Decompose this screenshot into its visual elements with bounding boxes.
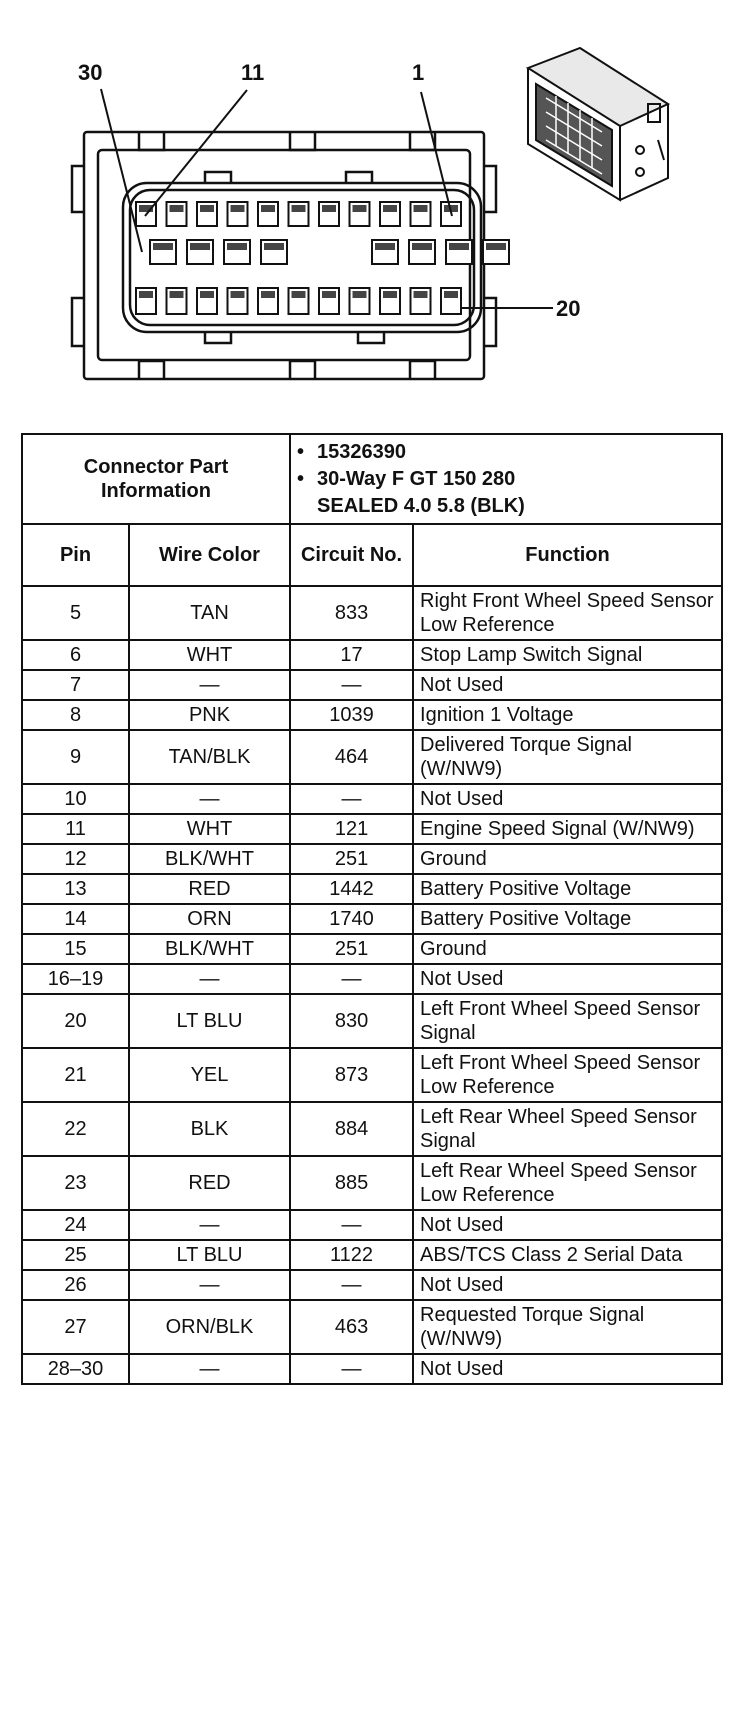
circuit-number-cell: — [290, 784, 413, 814]
function-cell: Ground [413, 934, 722, 964]
pin-cavity-latch [231, 205, 245, 212]
function-cell: Engine Speed Signal (W/NW9) [413, 814, 722, 844]
table-row [22, 964, 722, 994]
circuit-number-cell: 884 [290, 1102, 413, 1156]
pin-cell: 14 [22, 904, 129, 934]
function-cell: Ground [413, 844, 722, 874]
pin-cavity-latch [261, 291, 275, 298]
wire-color-cell: LT BLU [129, 1240, 290, 1270]
connector-info-details: • 15326390 • 30-Way F GT 150 280 SEALED 4.0 5.8 (BLK) [290, 434, 722, 524]
pin-cell: 20 [22, 994, 129, 1048]
table-row [22, 730, 722, 784]
part-number: 15326390 [317, 441, 406, 463]
pin-cavity-latch [227, 243, 247, 250]
wire-color-cell: TAN [129, 586, 290, 640]
function-cell: Not Used [413, 670, 722, 700]
function-cell: Left Front Wheel Speed Sensor Signal [413, 994, 722, 1048]
function-cell: Ignition 1 Voltage [413, 700, 722, 730]
pin-cavity-latch [486, 243, 506, 250]
callout-pin-20: 20 [556, 296, 581, 321]
table-header-row [22, 524, 722, 586]
wire-color-cell: — [129, 1270, 290, 1300]
circuit-number-cell: 1740 [290, 904, 413, 934]
wire-color-cell: TAN/BLK [129, 730, 290, 784]
pin-cavity-latch [412, 243, 432, 250]
pin-cell: 27 [22, 1300, 129, 1354]
pin-cavity-latch [375, 243, 395, 250]
circuit-number-cell: 17 [290, 640, 413, 670]
table-row [22, 1354, 722, 1384]
wire-color-cell: PNK [129, 700, 290, 730]
wire-color-cell: BLK/WHT [129, 844, 290, 874]
pin-cell: 13 [22, 874, 129, 904]
table-row [22, 904, 722, 934]
pin-cell: 16–19 [22, 964, 129, 994]
circuit-number-cell: 251 [290, 844, 413, 874]
pin-cavity-latch [449, 243, 469, 250]
pin-cavity-latch [383, 205, 397, 212]
function-cell: Stop Lamp Switch Signal [413, 640, 722, 670]
pin-cavity-latch [383, 291, 397, 298]
connector-3d-thumbnail [528, 48, 668, 200]
connector-description-line2: SEALED 4.0 5.8 (BLK) [317, 495, 525, 517]
callout-pin-1: 1 [412, 60, 425, 85]
circuit-number-cell: 121 [290, 814, 413, 844]
table-row [22, 934, 722, 964]
pin-cavity-latch [139, 291, 153, 298]
pin-cell: 24 [22, 1210, 129, 1240]
circuit-number-cell: 1122 [290, 1240, 413, 1270]
wire-color-cell: — [129, 1210, 290, 1240]
pin-cell: 8 [22, 700, 129, 730]
header-wire-color: Wire Color [129, 524, 290, 586]
pin-cell: 25 [22, 1240, 129, 1270]
table-row [22, 784, 722, 814]
wire-color-cell: WHT [129, 640, 290, 670]
pin-cavity-latch [153, 243, 173, 250]
pin-cavity-latch [170, 205, 184, 212]
circuit-number-cell: 830 [290, 994, 413, 1048]
pin-cavity-latch [231, 291, 245, 298]
pin-cavity-latch [170, 291, 184, 298]
table-row [22, 1240, 722, 1270]
function-cell: Not Used [413, 1354, 722, 1384]
callout-pin-30: 30 [78, 60, 103, 85]
table-row [22, 1300, 722, 1354]
pin-cavity-latch [200, 205, 214, 212]
pin-cavity-latch [414, 291, 428, 298]
pin-cell: 22 [22, 1102, 129, 1156]
function-cell: Not Used [413, 964, 722, 994]
circuit-number-cell: 463 [290, 1300, 413, 1354]
wire-color-cell: — [129, 784, 290, 814]
pin-cell: 15 [22, 934, 129, 964]
wire-color-cell: BLK [129, 1102, 290, 1156]
wire-color-cell: RED [129, 1156, 290, 1210]
circuit-number-cell: 833 [290, 586, 413, 640]
wire-color-cell: BLK/WHT [129, 934, 290, 964]
wire-color-cell: RED [129, 874, 290, 904]
table-row [22, 1102, 722, 1156]
pin-table [21, 433, 723, 1385]
pin-cell: 11 [22, 814, 129, 844]
wire-color-cell: — [129, 670, 290, 700]
pin-cell: 23 [22, 1156, 129, 1210]
wire-color-cell: — [129, 964, 290, 994]
function-cell: Delivered Torque Signal (W/NW9) [413, 730, 722, 784]
pin-cell: 21 [22, 1048, 129, 1102]
circuit-number-cell: 873 [290, 1048, 413, 1102]
function-cell: Battery Positive Voltage [413, 904, 722, 934]
function-cell: Battery Positive Voltage [413, 874, 722, 904]
table-row [22, 994, 722, 1048]
function-cell: Not Used [413, 1270, 722, 1300]
function-cell: Left Front Wheel Speed Sensor Low Reference [413, 1048, 722, 1102]
connector-info-row [22, 434, 722, 524]
pin-cavity-latch [414, 205, 428, 212]
table-row [22, 844, 722, 874]
circuit-number-cell: 885 [290, 1156, 413, 1210]
header-function: Function [413, 524, 722, 586]
table-row [22, 1270, 722, 1300]
table-row [22, 700, 722, 730]
pin-cavity-latch [292, 291, 306, 298]
circuit-number-cell: 1442 [290, 874, 413, 904]
wire-color-cell: WHT [129, 814, 290, 844]
circuit-number-cell: 464 [290, 730, 413, 784]
callout-pin-11: 11 [241, 60, 265, 85]
pin-cell: 28–30 [22, 1354, 129, 1384]
pin-cavity-latch [322, 205, 336, 212]
connector-info-title: Connector Part Information [22, 434, 290, 524]
table-row [22, 814, 722, 844]
wire-color-cell: YEL [129, 1048, 290, 1102]
pin-cavity-latch [261, 205, 275, 212]
table-row [22, 586, 722, 640]
table-row [22, 1210, 722, 1240]
circuit-number-cell: — [290, 1354, 413, 1384]
pin-cavity-latch [292, 205, 306, 212]
pin-cavities [136, 202, 509, 314]
circuit-number-cell: — [290, 964, 413, 994]
pin-cavity-latch [190, 243, 210, 250]
pin-cell: 7 [22, 670, 129, 700]
connector-description-line1: 30-Way F GT 150 280 [317, 468, 516, 490]
table-row [22, 874, 722, 904]
pin-cell: 26 [22, 1270, 129, 1300]
circuit-number-cell: — [290, 1270, 413, 1300]
pin-cavity-latch [200, 291, 214, 298]
function-cell: Left Rear Wheel Speed Sensor Low Reference [413, 1156, 722, 1210]
wire-color-cell: — [129, 1354, 290, 1384]
function-cell: Not Used [413, 784, 722, 814]
pin-cavity-latch [353, 205, 367, 212]
pin-cell: 5 [22, 586, 129, 640]
pin-cell: 10 [22, 784, 129, 814]
function-cell: Left Rear Wheel Speed Sensor Signal [413, 1102, 722, 1156]
connector-diagram [0, 0, 736, 420]
pin-cell: 6 [22, 640, 129, 670]
circuit-number-cell: — [290, 1210, 413, 1240]
wire-color-cell: LT BLU [129, 994, 290, 1048]
table-row [22, 640, 722, 670]
pin-cavity-latch [353, 291, 367, 298]
function-cell: Not Used [413, 1210, 722, 1240]
function-cell: Right Front Wheel Speed Sensor Low Reference [413, 586, 722, 640]
circuit-number-cell: — [290, 670, 413, 700]
circuit-number-cell: 251 [290, 934, 413, 964]
function-cell: Requested Torque Signal (W/NW9) [413, 1300, 722, 1354]
pin-cell: 9 [22, 730, 129, 784]
pin-cavity-latch [322, 291, 336, 298]
wire-color-cell: ORN [129, 904, 290, 934]
pin-cavity-latch [444, 291, 458, 298]
header-circuit-no: Circuit No. [290, 524, 413, 586]
table-row [22, 1048, 722, 1102]
function-cell: ABS/TCS Class 2 Serial Data [413, 1240, 722, 1270]
pin-cavity-latch [264, 243, 284, 250]
table-row [22, 1156, 722, 1210]
header-pin: Pin [22, 524, 129, 586]
table-row [22, 670, 722, 700]
wire-color-cell: ORN/BLK [129, 1300, 290, 1354]
circuit-number-cell: 1039 [290, 700, 413, 730]
pin-cell: 12 [22, 844, 129, 874]
